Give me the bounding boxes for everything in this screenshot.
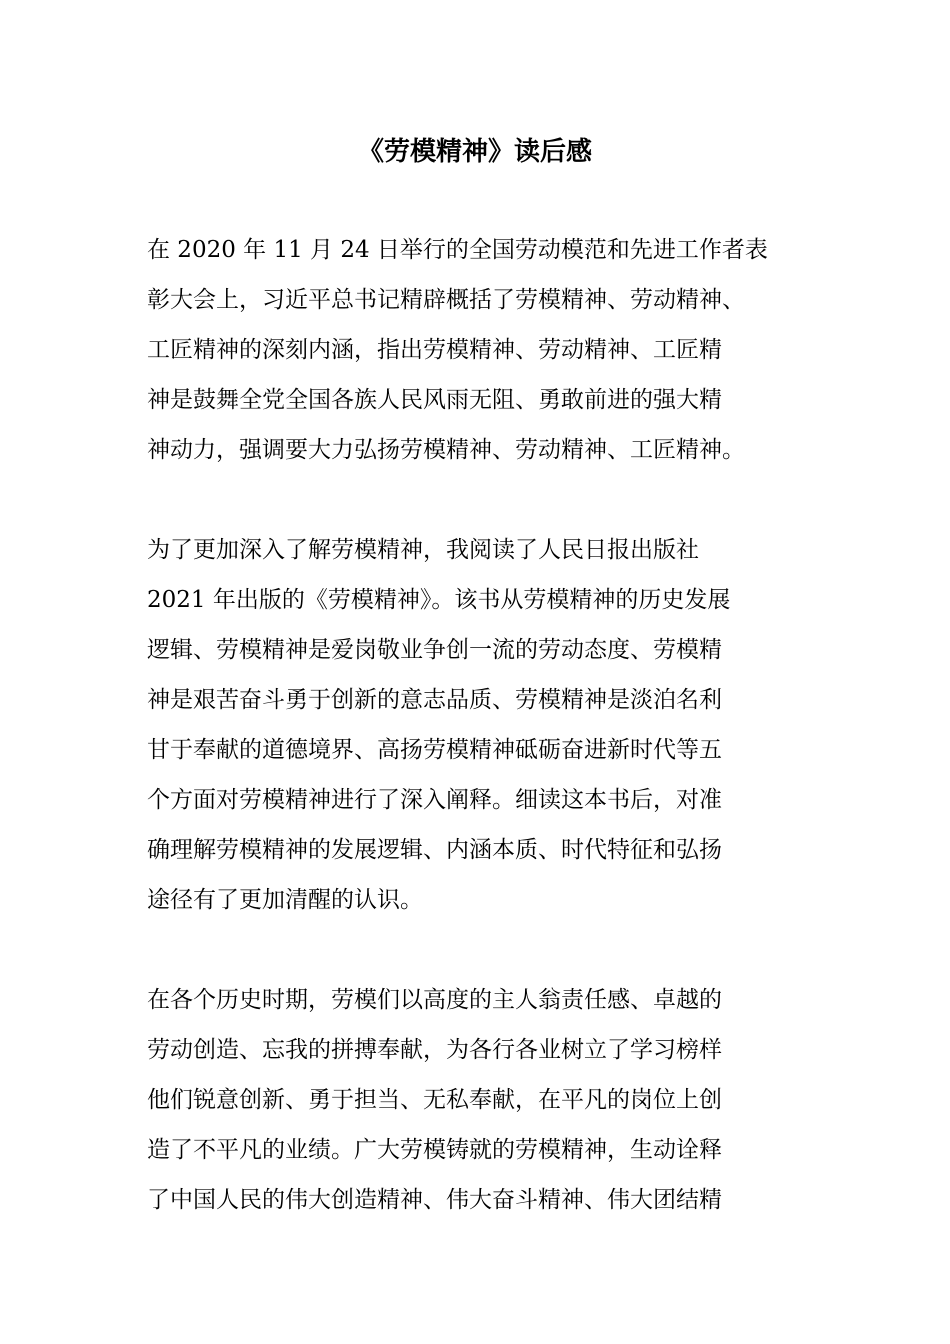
paragraph-line: 造了不平凡的业绩。广大劳模铸就的劳模精神，生动诠释 [147, 1137, 722, 1163]
paragraph-line: 2021 年出版的《劳模精神》。该书从劳模精神的历史发展 [147, 587, 731, 613]
paragraph-line: 他们锐意创新、勇于担当、无私奉献，在平凡的岗位上创 [147, 1087, 722, 1113]
paragraph-line: 确理解劳模精神的发展逻辑、内涵本质、时代特征和弘扬 [147, 837, 722, 863]
paragraph-line: 神是鼓舞全党全国各族人民风雨无阻、勇敢前进的强大精 [147, 387, 722, 413]
paragraph-line: 神动力，强调要大力弘扬劳模精神、劳动精神、工匠精神。 [147, 437, 745, 463]
paragraph-line: 了中国人民的伟大创造精神、伟大奋斗精神、伟大团结精 [147, 1187, 722, 1213]
paragraph-3 [147, 975, 722, 1225]
paragraph-2 [147, 525, 730, 925]
document-title: 《劳模精神》读后感 [357, 137, 592, 167]
paragraph-line: 为了更加深入了解劳模精神，我阅读了人民日报出版社 [147, 537, 699, 563]
paragraph-line: 途径有了更加清醒的认识。 [147, 887, 423, 913]
paragraph-line: 彰大会上，习近平总书记精辟概括了劳模精神、劳动精神、 [147, 287, 745, 313]
paragraph-1 [147, 225, 768, 475]
paragraph-line: 神是艰苦奋斗勇于创新的意志品质、劳模精神是淡泊名利 [147, 687, 722, 713]
paragraph-line: 在各个历史时期，劳模们以高度的主人翁责任感、卓越的 [147, 987, 722, 1013]
paragraph-line: 甘于奉献的道德境界、高扬劳模精神砥砺奋进新时代等五 [147, 737, 722, 763]
paragraph-line: 在 2020 年 11 月 24 日举行的全国劳动模范和先进工作者表 [147, 237, 768, 263]
paragraph-line: 劳动创造、忘我的拼搏奉献，为各行各业树立了学习榜样 [147, 1037, 722, 1063]
paragraph-line: 工匠精神的深刻内涵，指出劳模精神、劳动精神、工匠精 [147, 337, 722, 363]
paragraph-line: 个方面对劳模精神进行了深入阐释。细读这本书后，对准 [147, 787, 722, 813]
paragraph-line: 逻辑、劳模精神是爱岗敬业争创一流的劳动态度、劳模精 [147, 637, 722, 663]
